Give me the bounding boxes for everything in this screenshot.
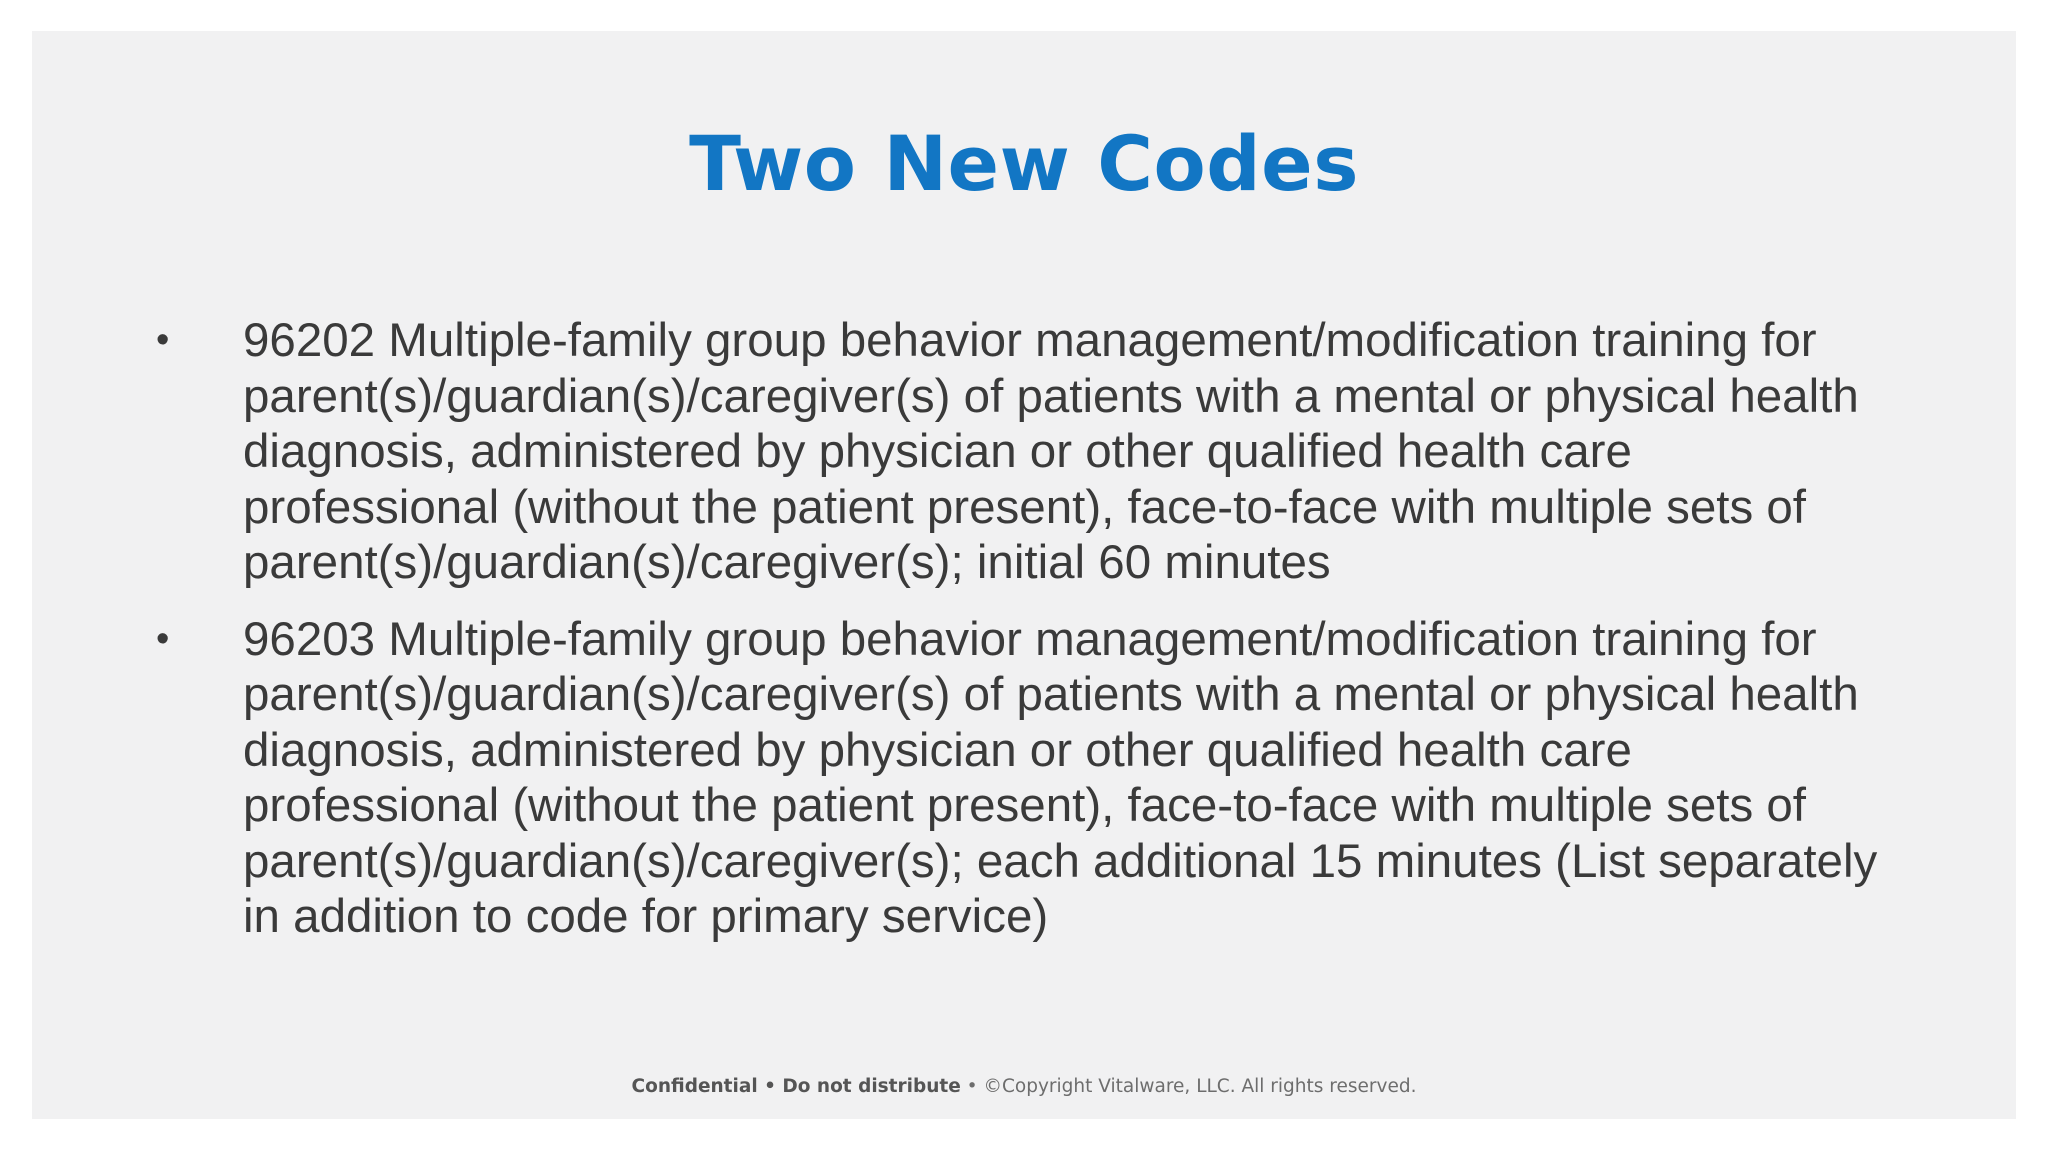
footer-distribute: Do not distribute <box>782 1076 961 1097</box>
bullet-item-96203 <box>32 612 1883 945</box>
slide <box>32 31 2016 1119</box>
footer-confidential: Confidential <box>631 1076 758 1097</box>
bullet-marker: • <box>156 319 170 361</box>
bullet-text: 96202 Multiple-family group behavior management/modification training for parent(s)/guardian(s)/caregiver(s) of patients with a mental or physical health diagnosis, administered by physician or other qualified health care professional (without the patient present), face-to-face with multiple sets of parent(s)/guardian(s)/caregiver(s); initial 60 minutes <box>243 314 1859 589</box>
footer-separator: • <box>960 1076 984 1097</box>
bullet-marker: • <box>156 617 170 660</box>
bullet-item-96202 <box>32 313 1883 591</box>
bullet-text: 96203 Multiple-family group behavior management/modification training for parent(s)/guardian(s)/caregiver(s) of patients with a mental or physical health diagnosis, administered by physician or other qualified health care professional (without the patient present), face-to-face with multiple sets of parent(s)/guardian(s)/caregiver(s); each additional 15 minutes (List separately in addition to code for primary service) <box>243 612 1878 943</box>
footer-copyright: ©Copyright Vitalware, LLC. All rights reserved. <box>983 1076 1417 1097</box>
footer <box>32 1075 2016 1099</box>
slide-title: Two New Codes <box>689 119 1359 208</box>
bullet-list <box>32 313 2016 966</box>
footer-separator: • <box>757 1076 783 1097</box>
